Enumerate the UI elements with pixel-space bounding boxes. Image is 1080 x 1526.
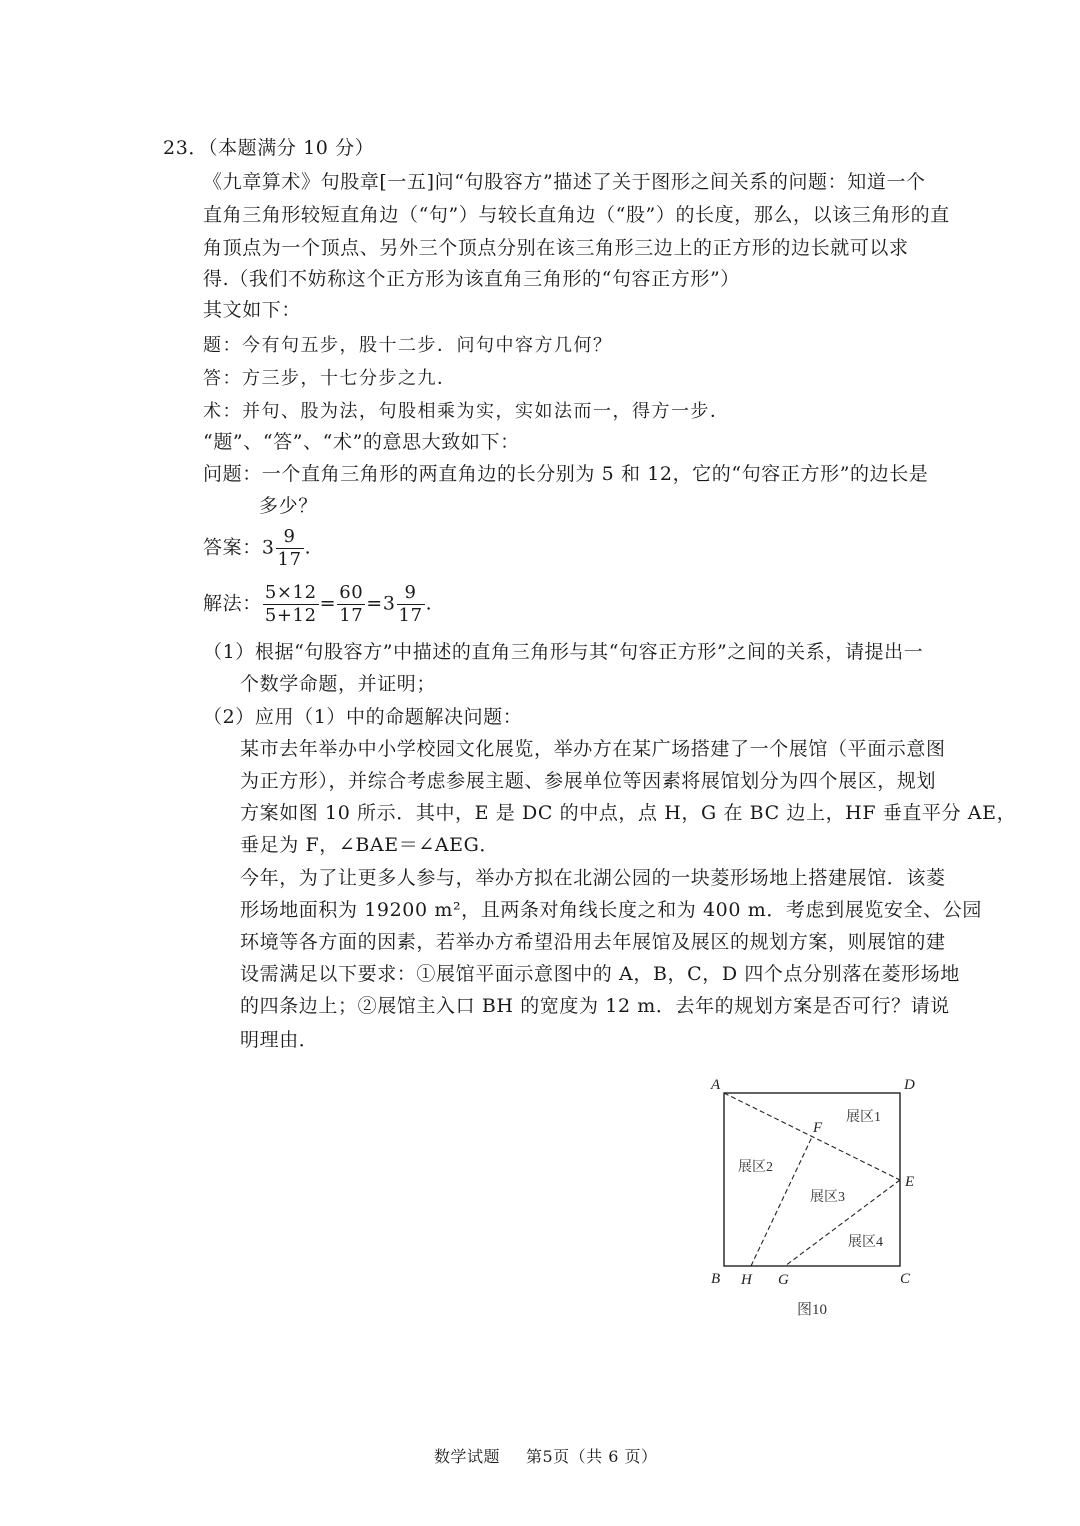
point-H-label: H: [741, 1272, 752, 1288]
solution-f3-den: 17: [398, 605, 423, 626]
solution-f2-den: 17: [339, 605, 364, 626]
point-F-label: F: [813, 1120, 823, 1136]
answer-end: .: [304, 536, 312, 559]
part2-p2-line-5: 的四条边上；②展馆主入口 BH 的宽度为 12 m．去年的规划方案是否可行？请说: [240, 995, 950, 1017]
point-A-label: A: [711, 1077, 721, 1093]
zone-1-label: 展区1: [846, 1110, 881, 1125]
answer-whole: 3: [261, 536, 275, 559]
problem-line-1: 问题：一个直角三角形的两直角边的长分别为 5 和 12，它的“句容正方形”的边长是: [203, 463, 929, 485]
solution-end: .: [425, 592, 433, 615]
intro-line-4: 得.（我们不妨称这个正方形为该直角三角形的“句容正方形”）: [203, 268, 740, 290]
solution-eq-1: =: [319, 592, 337, 615]
solution-fraction-1: [263, 582, 319, 627]
problem-line-2: 多少？: [259, 495, 318, 517]
solution-fraction-3: [397, 582, 425, 627]
solution-f2-num: 60: [339, 582, 364, 603]
ancient-answer: 答：方三步，十七分步之九．: [203, 368, 457, 389]
intro-line-3: 角顶点为一个顶点、另外三个顶点分别在该三角形三边上的正方形的边长就可以求: [203, 237, 909, 259]
meaning-intro: “题”、“答”、“术”的意思大致如下：: [203, 431, 520, 453]
solution-f1-den: 5+12: [264, 605, 317, 626]
solution-eq-2: =: [366, 592, 383, 615]
part2-p1-line-4: 垂足为 F，∠BAE＝∠AEG．: [240, 834, 499, 856]
solution-f1-num: 5×12: [264, 582, 317, 603]
part2-p1-line-2: 为正方形），并综合考虑参展主题、参展单位等因素将展馆划分为四个展区，规划: [240, 770, 937, 792]
solution-whole: 3: [382, 592, 396, 615]
ancient-question: 题：今有句五步，股十二步．问句中容方几何？: [203, 335, 613, 356]
part2-p1-line-3: 方案如图 10 所示．其中，E 是 DC 的中点，点 H，G 在 BC 边上，HF 垂直平分 AE，: [240, 802, 1017, 824]
figure-caption: 图10: [797, 1302, 828, 1318]
question-header: 23．（本题满分 10 分）: [163, 137, 375, 159]
part2-p2-line-1: 今年，为了让更多人参与，举办方拟在北湖公园的一块菱形场地上搭建展馆．该菱: [240, 867, 946, 889]
zone-2-label: 展区2: [738, 1160, 773, 1175]
intro-line-1: 《九章算术》句股章[一五]问“句股容方”描述了关于图形之间关系的问题：知道一个: [203, 171, 926, 193]
figure-10: [700, 1070, 930, 1330]
point-D-label: D: [904, 1077, 915, 1093]
zone-3-label: 展区3: [810, 1190, 845, 1205]
part1-line-2: 个数学命题，并证明；: [240, 673, 437, 695]
solution-row: [203, 582, 432, 627]
part2-p2-line-6: 明理由．: [240, 1029, 319, 1051]
part1-line-1: （1）根据“句股容方”中描述的直角三角形与其“句容正方形”之间的关系，请提出一: [203, 641, 924, 663]
part2-p2-line-4: 设需满足以下要求：①展馆平面示意图中的 A，B，C，D 四个点分别落在菱形场地: [240, 963, 960, 985]
point-C-label: C: [900, 1271, 911, 1287]
solution-label: 解法：: [203, 592, 262, 615]
point-B-label: B: [711, 1271, 721, 1287]
solution-fraction-2: [337, 582, 365, 627]
answer-row: [203, 526, 311, 571]
answer-label: 答案：: [203, 536, 262, 559]
part2-p1-line-1: 某市去年举办中小学校园文化展览，举办方在某广场搭建了一个展馆（平面示意图: [240, 738, 946, 760]
point-E-label: E: [905, 1174, 915, 1190]
answer-numerator: 9: [276, 526, 304, 549]
text-intro: 其文如下：: [203, 299, 302, 321]
solution-f3-num: 9: [397, 582, 425, 605]
segment-HF: [751, 1137, 812, 1266]
point-G-label: G: [778, 1272, 789, 1288]
part2-p2-line-3: 环境等各方面的因素，若举办方希望沿用去年展馆及展区的规划方案，则展馆的建: [240, 931, 946, 953]
answer-fraction: [276, 526, 304, 571]
zone-4-label: 展区4: [848, 1235, 883, 1250]
footer-page: 第5页（共 6 页）: [526, 1447, 658, 1466]
part2-title: （2）应用（1）中的命题解决问题：: [203, 706, 523, 728]
footer-subject: 数学试题: [434, 1447, 501, 1466]
ancient-method: 术：并句、股为法，句股相乘为实，实如法而一，得方一步．: [203, 401, 730, 422]
part2-p2-line-2: 形场地面积为 19200 m²，且两条对角线长度之和为 400 m．考虑到展览安全、公园: [240, 899, 982, 921]
intro-line-2: 直角三角形较短直角边（“句”）与较长直角边（“股”）的长度，那么，以该三角形的直: [203, 204, 950, 226]
answer-denominator: 17: [277, 549, 302, 570]
